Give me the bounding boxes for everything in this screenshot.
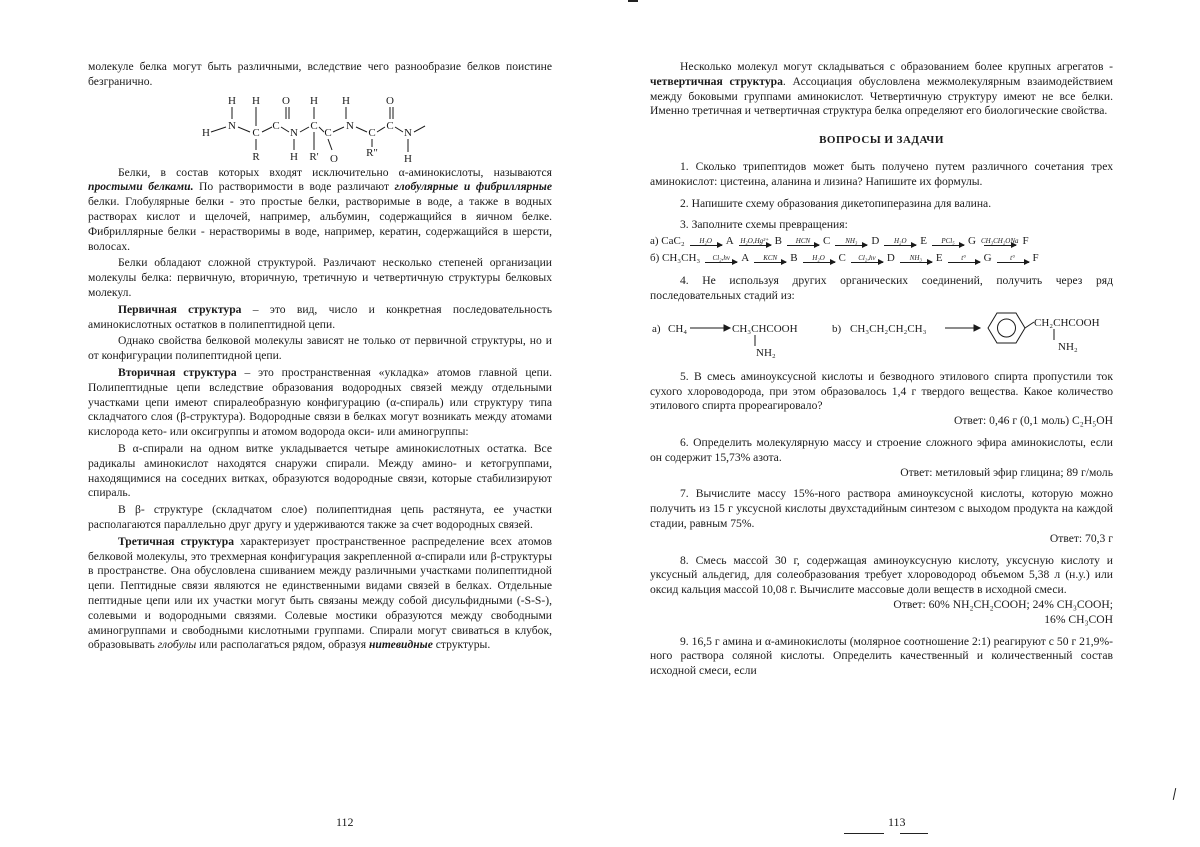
left-paragraph-9: Третичная структура характеризует пространственное распределение всех атомов белковой молекулы, это трехмерная конфигурация закрепленной α-спирали или β-структуры в пространстве. Она обусловлена сшиванием между различными участками полипептидной цепи. Пептидные связи являются не единственными видами связей в белках. Отдельные пептидные цепи или их участки могут быть связаны между собой дисульфидными (-S-S-), солевыми и водородными связями. Солевые мостики образуются между свободными аминогруппами и свободными кислотными группами. Спирали могут свиваться в клубок, образовывать глобулы или располагаться рядом, образуя нитевидные структуры. bbox=[88, 534, 552, 652]
scheme-b-reagent-7: t° bbox=[1010, 253, 1015, 262]
right-page-number: 113 bbox=[888, 815, 906, 829]
atom-o-2: O bbox=[386, 94, 394, 107]
q4a-substituent: NH₂ bbox=[756, 346, 776, 359]
atom-c-3: C bbox=[310, 119, 318, 132]
answer-6: Ответ: метиловый эфир глицина; 89 г/моль bbox=[900, 465, 1113, 479]
scheme-a-reagent-6: PCl₅ bbox=[941, 236, 955, 245]
atom-h-4: H bbox=[342, 94, 350, 107]
scheme-b-reagent-1: Cl₂,hν bbox=[712, 253, 730, 262]
scheme-b-reagent-3: H₂O bbox=[812, 253, 825, 262]
atom-c-2: C bbox=[272, 119, 280, 132]
scheme-a-arrow-7 bbox=[981, 238, 1021, 246]
atom-h-left: H bbox=[202, 126, 210, 139]
question-1: 1. Сколько трипептидов может быть получено путем различного сочетания трех аминокислот: цистеина, аланина и лизина? Напишите их формулы. bbox=[650, 159, 1113, 188]
scheme-a-reagent-4: NH₃ bbox=[845, 236, 858, 245]
left-text-column bbox=[88, 60, 552, 653]
left-paragraph-2: Белки, в состав которых входят исключительно α-аминокислоты, называются простыми белками. По растворимости в воде различают глобулярные и фибриллярные белки. Глобулярные белки - это простые белки, растворимые в воде, а также в водных растворах кислот и щелочей, например, альбумин, содержащийся в яичном белке. Фибриллярные белки - нерастворимы в воде, например, кератин, содержащийся в шерсти, волосах. bbox=[88, 165, 552, 253]
scheme-a-product-1: A bbox=[725, 235, 734, 248]
atom-n-4: N bbox=[404, 126, 412, 139]
scheme-b-product-4: D bbox=[886, 252, 895, 265]
questions-heading: ВОПРОСЫ И ЗАДАЧИ bbox=[819, 134, 944, 147]
scheme-b-product-1: A bbox=[741, 252, 750, 265]
scheme-a-product-6: G bbox=[968, 235, 976, 248]
scheme-b-product-5: E bbox=[935, 252, 943, 265]
question-4: 4. Не используя других органических соединений, получить через ряд последовательных стадий из: bbox=[650, 274, 1113, 302]
top-edge-mark bbox=[628, 0, 638, 2]
atom-r-2: R' bbox=[309, 150, 319, 163]
scheme-a-arrow-4 bbox=[835, 238, 869, 246]
atom-h-3: H bbox=[310, 94, 318, 107]
question-5: 5. В смесь аминоуксусной кислоты и безводного этилового спирта пропустили ток сухого хлороводорода, при этом образовалось 1,4 г твердого вещества. Какое количество этилового спирта прореагировало? bbox=[650, 369, 1113, 413]
q4b-substituent: NH₂ bbox=[1058, 340, 1078, 353]
scheme-b bbox=[650, 250, 1113, 267]
atom-h-1: H bbox=[228, 94, 236, 107]
scheme-a-arrow-1 bbox=[690, 238, 724, 246]
atom-h-5: H bbox=[290, 150, 298, 163]
answer-7: Ответ: 70,3 г bbox=[1049, 531, 1113, 545]
atom-n-2: N bbox=[290, 126, 298, 139]
scheme-a-arrow-2 bbox=[739, 238, 773, 246]
atom-n-3: N bbox=[346, 119, 354, 132]
scheme-b-product-3: C bbox=[838, 252, 846, 265]
margin-mark bbox=[1173, 788, 1176, 800]
q4a-start: CH₄ bbox=[668, 322, 688, 335]
answer-8-line-2: 16% CH₃COH bbox=[1044, 612, 1113, 626]
atom-c-4: C bbox=[324, 126, 332, 139]
scheme-a-product-7: F bbox=[1022, 235, 1029, 248]
scheme-b-reagent-2: KCN bbox=[763, 253, 778, 262]
atom-r-3: R" bbox=[366, 146, 378, 159]
left-paragraph-5: Однако свойства белковой молекулы зависят не только от первичной структуры, но и от конфигурации полипептидной цепи. bbox=[88, 334, 552, 363]
scheme-b-arrow-3 bbox=[803, 255, 837, 263]
scheme-a-product-4: D bbox=[871, 235, 880, 248]
q4a-product: CH₃CHCOOH bbox=[732, 322, 798, 335]
answer-8-line-1: Ответ: 60% NH₂CH₂COOH; 24% CH₃COOH; bbox=[893, 597, 1113, 611]
scheme-a-arrow-3 bbox=[787, 238, 821, 246]
footer-rule-left bbox=[844, 833, 884, 834]
left-paragraph-7: В α-спирали на одном витке укладывается четыре аминокислотных остатка. Все радикалы аминокислот находятся снаружи спирали. Между амино- и кетогруппами, находящимися на соседних витках, образуются водородные связи, которые стабилизируют спираль. bbox=[88, 441, 552, 500]
q4a-label: a) bbox=[652, 322, 661, 335]
right-text-column bbox=[650, 60, 1113, 679]
atom-n-1: N bbox=[228, 119, 236, 132]
scheme-b-product-6: G bbox=[983, 252, 992, 265]
peptide-structure-diagram bbox=[88, 92, 552, 164]
right-paragraph-1: Несколько молекул могут складываться с образованием более крупных агрегатов - четвертичная структура. Ассоциация обусловлена межмолекулярным взаимодействием между боковыми группами аминокислот. Четвертичную структуру имеют не все белки. Именно третичная и четвертичная структура белка определяют его биологические свойства. bbox=[650, 60, 1114, 118]
question-4-formulas bbox=[650, 310, 1113, 366]
scheme-a-product-3: C bbox=[822, 235, 831, 248]
q4b-product: CH₂CHCOOH bbox=[1034, 316, 1100, 329]
scheme-a-product-5: E bbox=[920, 235, 928, 248]
question-3: 3. Заполните схемы превращения: bbox=[680, 218, 848, 232]
scheme-a-arrow-6 bbox=[932, 238, 966, 246]
scheme-b-start: б) CH₃CH₃ bbox=[650, 252, 701, 265]
scheme-b-product-2: B bbox=[790, 252, 798, 265]
atom-c-6: C bbox=[386, 119, 394, 132]
question-8: 8. Смесь массой 30 г, содержащая аминоуксусную кислоту, уксусную кислоту и уксусный альдегид, для солеобразования требует хлороводород объемом 5,38 л (н.у.) или оксид кальция массой 10,08 г. Вычислите массовые доли веществ в исходной смеси. bbox=[650, 553, 1113, 597]
scheme-a bbox=[650, 233, 1113, 250]
scheme-a-start: а) CaC₂ bbox=[650, 235, 685, 248]
footer-rule-right bbox=[900, 833, 928, 834]
scheme-b-reagent-5: NH₃ bbox=[909, 253, 922, 262]
scheme-a-product-2: B bbox=[774, 235, 782, 248]
atom-h-2: H bbox=[252, 94, 260, 107]
question-7: 7. Вычислите массу 15%-ного раствора аминоуксусной кислоты, которую можно получить из 15 г уксусной кислоты двухстадийным синтезом с выходом продукта на каждой стадии, равным 75%. bbox=[650, 487, 1113, 530]
left-paragraph-3: Белки обладают сложной структурой. Различают несколько степеней организации молекулы белка: первичную, вторичную, третичную и четвертичную структуры белковых молекул. bbox=[88, 256, 552, 299]
q4b-label: b) bbox=[832, 322, 842, 335]
atom-c-1: C bbox=[252, 126, 260, 139]
atom-o-3: O bbox=[330, 152, 338, 164]
scheme-b-arrow-1 bbox=[705, 255, 739, 263]
scheme-a-reagent-7: CH₃CH₂ONa bbox=[980, 236, 1019, 245]
left-paragraph-6: Вторичная структура – это пространственная «укладка» атомов главной цепи. Полипептидные цепи вследствие образования водородных связей между отдельными участками цепи имеют спиралеобразную конфигурацию (α-спираль) или структуру типа складчатого слоя (β-структура). Водородные связи в белках могут возникать между атомами кислорода кето- или оксигруппы и атомом водорода окси- или аминогруппы: bbox=[88, 365, 552, 439]
scheme-a-reagent-3: HCN bbox=[795, 236, 811, 245]
scheme-b-product-7: F bbox=[1032, 252, 1039, 265]
atom-r-1: R bbox=[252, 150, 260, 163]
scheme-b-reagent-6: t° bbox=[961, 253, 966, 262]
scheme-b-reagent-4: Cl₂,hν bbox=[858, 253, 876, 262]
scheme-b-arrow-6 bbox=[948, 255, 982, 263]
left-page-number: 112 bbox=[336, 815, 354, 829]
scheme-a-arrow-5 bbox=[884, 238, 918, 246]
scheme-a-reagent-5: H₂O bbox=[894, 236, 907, 245]
atom-c-5: C bbox=[368, 126, 376, 139]
question-2: 2. Напишите схему образования дикетопиперазина для валина. bbox=[680, 196, 992, 210]
q4b-start: CH₃CH₂CH₂CH₃ bbox=[850, 322, 927, 335]
scheme-b-arrow-7 bbox=[997, 255, 1031, 263]
scheme-b-arrow-2 bbox=[754, 255, 788, 263]
right-page bbox=[600, 0, 1200, 847]
atom-h-6: H bbox=[404, 152, 412, 164]
question-6: 6. Определить молекулярную массу и строение сложного эфира аминокислоты, если он содержит 15,73% азота. bbox=[650, 435, 1113, 464]
left-paragraph-4: Первичная структура – это вид, число и конкретная последовательность аминокислотных остатков в полипептидной цепи. bbox=[88, 302, 552, 331]
scheme-b-arrow-5 bbox=[900, 255, 934, 263]
benzene-ring bbox=[988, 313, 1025, 343]
answer-5: Ответ: 0,46 г (0,1 моль) C₂H₅OH bbox=[953, 414, 1113, 428]
left-paragraph-8: В β- структуре (складчатом слое) полипептидная цепь растянута, ее участки располагаются параллельно друг другу и удерживаются также за счет водородных связей. bbox=[88, 503, 552, 531]
scheme-a-reagent-2: H₂O,Hg²⁺ bbox=[740, 236, 769, 245]
scheme-a-reagent-1: H₂O bbox=[699, 236, 712, 245]
question-9: 9. 16,5 г амина и α-аминокислоты (молярное соотношение 2:1) реагируют с 50 г 21,9%-ного раствора соляной кислоты. Определить качественный и количественный состав исходной смеси, если bbox=[650, 634, 1113, 678]
scheme-b-arrow-4 bbox=[851, 255, 885, 263]
left-paragraph-1: молекуле белка могут быть различными, вследствие чего разнообразие белков поистине безгранично. bbox=[88, 60, 552, 88]
atom-o-1: O bbox=[282, 94, 290, 107]
